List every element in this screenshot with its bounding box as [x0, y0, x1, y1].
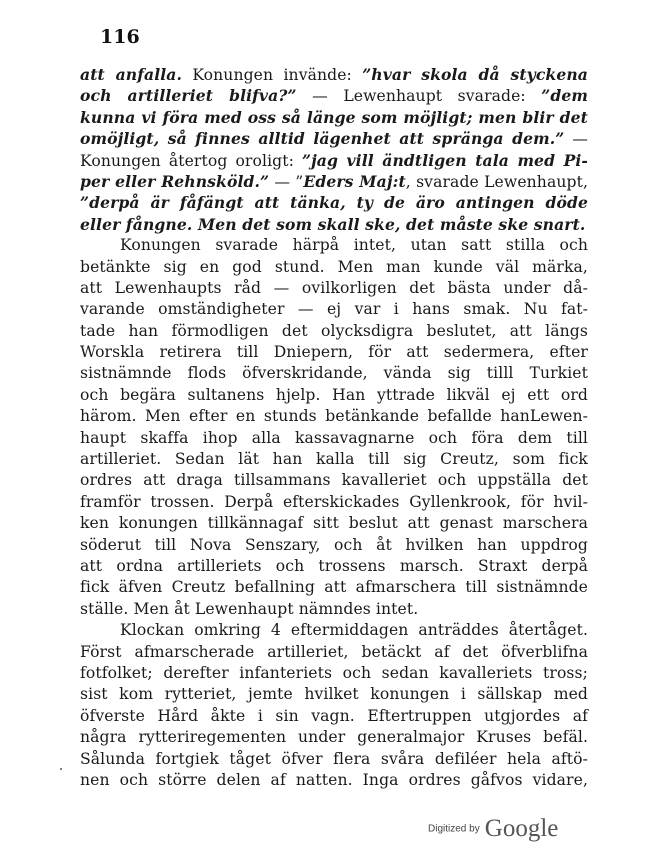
italic-text-segment: kunna vi föra med oss så länge som möjligt; men blir det: [80, 107, 588, 127]
text-line: [80, 128, 588, 149]
text-line: [80, 278, 588, 299]
text-segment: , svarade Lewenhaupt,: [405, 172, 588, 191]
text-line: [80, 428, 588, 449]
italic-text-segment: Eders Maj:t: [303, 171, 406, 191]
text-segment: haupt skaffa ihop alla kassavagnarne och föra dem till: [80, 428, 588, 447]
text-line: [80, 363, 588, 384]
text-segment: — ”: [269, 172, 304, 191]
text-line: [80, 492, 588, 513]
digitized-by-google-mark: [428, 815, 558, 843]
text-line: [80, 577, 588, 598]
text-segment: — Lewenhaupt svarade:: [296, 87, 542, 106]
text-line: [80, 321, 588, 342]
text-line: [80, 214, 588, 235]
text-line: [80, 663, 588, 684]
text-segment: sistnämnde flods öfverskridande, vända sig tilll Turkiet: [80, 364, 588, 383]
text-segment: Konungen svarade härpå intet, utan satt stilla och: [120, 236, 588, 255]
text-segment: artilleriet. Sedan lät han kalla till sig Creutz, som fick: [80, 450, 588, 469]
text-line: [80, 684, 588, 705]
text-segment: Sålunda fortgiek tåget öfver flera svåra defiléer hela aftö-: [80, 749, 588, 768]
text-segment: nen och större delen af natten. Inga ordres gåfvos vidare,: [80, 770, 588, 789]
italic-text-segment: per eller Rehnsköld.”: [80, 171, 270, 191]
text-line: [80, 64, 588, 85]
text-line: [80, 470, 588, 491]
text-line: [80, 706, 588, 727]
text-segment: tade han förmodligen det olycksdigra beslutet, att längs: [80, 321, 588, 340]
text-line: [80, 385, 588, 406]
text-segment: varande omständigheter — ej var i hans smak. Nu fat-: [80, 300, 588, 319]
text-line: [80, 513, 588, 534]
text-line: [80, 406, 588, 427]
ink-speck: [60, 768, 62, 770]
text-segment: Konungen återtog oroligt:: [80, 151, 302, 170]
italic-text-segment: att anfalla.: [80, 65, 183, 84]
text-segment: härom. Men efter en stunds betänkande befallde hanLewen-: [80, 407, 588, 426]
text-segment: betänkte sig en god stund. Men man kunde väl märka,: [80, 257, 588, 276]
text-line: [80, 85, 588, 106]
italic-text-segment: ”hvar skola då styckena: [362, 65, 588, 84]
text-segment: ken konungen tillkännagaf sitt beslut att genast marschera: [80, 514, 588, 533]
text-segment: —: [564, 130, 588, 149]
text-line: [80, 535, 588, 556]
text-line: [80, 749, 588, 770]
italic-text-segment: omöjligt, så finnes alltid lägenhet att spränga dem.”: [80, 129, 565, 149]
text-line: [80, 727, 588, 748]
text-line: [80, 556, 588, 577]
text-line: [80, 192, 588, 213]
italic-text-segment: eller fångne. Men det som skall ske, det måste ske snart.: [80, 214, 586, 234]
text-line: [80, 257, 588, 278]
text-line: [80, 171, 588, 192]
text-segment: Först afmarscherade artilleriet, betäckt af det öfverblifna: [80, 642, 588, 661]
text-segment: Klockan omkring 4 eftermiddagen anträddes återtåget.: [120, 621, 588, 640]
italic-text-segment: ”dem: [541, 86, 588, 106]
google-logo: Google: [484, 815, 559, 842]
text-segment: att Lewenhaupts råd — ovilkorligen det bästa under då-: [80, 278, 588, 297]
italic-text-segment: och artilleriet blifva?”: [80, 86, 297, 106]
text-line: [80, 770, 588, 791]
text-segment: fotfolket; derefter infanteriets och sedan kavalleriets tross;: [80, 663, 588, 682]
text-line: [80, 235, 588, 256]
text-line: [80, 642, 588, 663]
text-segment: söderut till Nova Senszary, och åt hvilken han uppdrog: [80, 535, 588, 554]
text-segment: framför trossen. Derpå efterskickades Gyllenkrook, för hvil-: [80, 492, 588, 511]
text-line: [80, 150, 588, 171]
text-segment: sist kom rytteriet, jemte hvilket konungen i sällskap med: [80, 685, 588, 704]
text-line: [80, 599, 588, 620]
text-line: [80, 299, 588, 320]
text-line: [80, 107, 588, 128]
text-segment: och begära sultanens hjelp. Han yttrade likväl ej ett ord: [80, 385, 588, 404]
text-segment: att ordna artilleriets och trossens marsch. Straxt derpå: [80, 556, 588, 575]
italic-text-segment: ”jag vill ändtligen tala med Pi-: [302, 150, 589, 170]
page-number: 116: [100, 26, 140, 48]
body-text: [80, 64, 588, 791]
text-segment: fick äfven Creutz befallning att afmarschera till sistnämnde: [80, 578, 588, 597]
text-segment: några rytteriregementen under generalmajor Kruses befäl.: [80, 728, 588, 747]
italic-text-segment: ”derpå är fåfängt att tänka, ty de äro antingen döde: [80, 193, 588, 213]
text-line: [80, 620, 588, 641]
text-segment: ställe. Men åt Lewenhaupt nämndes intet.: [80, 599, 419, 618]
text-line: [80, 449, 588, 470]
digitized-by-label: Digitized by: [428, 823, 480, 835]
text-segment: ordres att draga tillsammans kavalleriet och uppställa det: [80, 471, 588, 490]
text-line: [80, 342, 588, 363]
text-segment: öfverste Hård åkte i sin vagn. Eftertruppen utgjordes af: [80, 706, 588, 725]
text-segment: Worskla retirera till Dniepern, för att sedermera, efter: [80, 343, 588, 362]
text-segment: Konungen invände:: [182, 66, 363, 84]
